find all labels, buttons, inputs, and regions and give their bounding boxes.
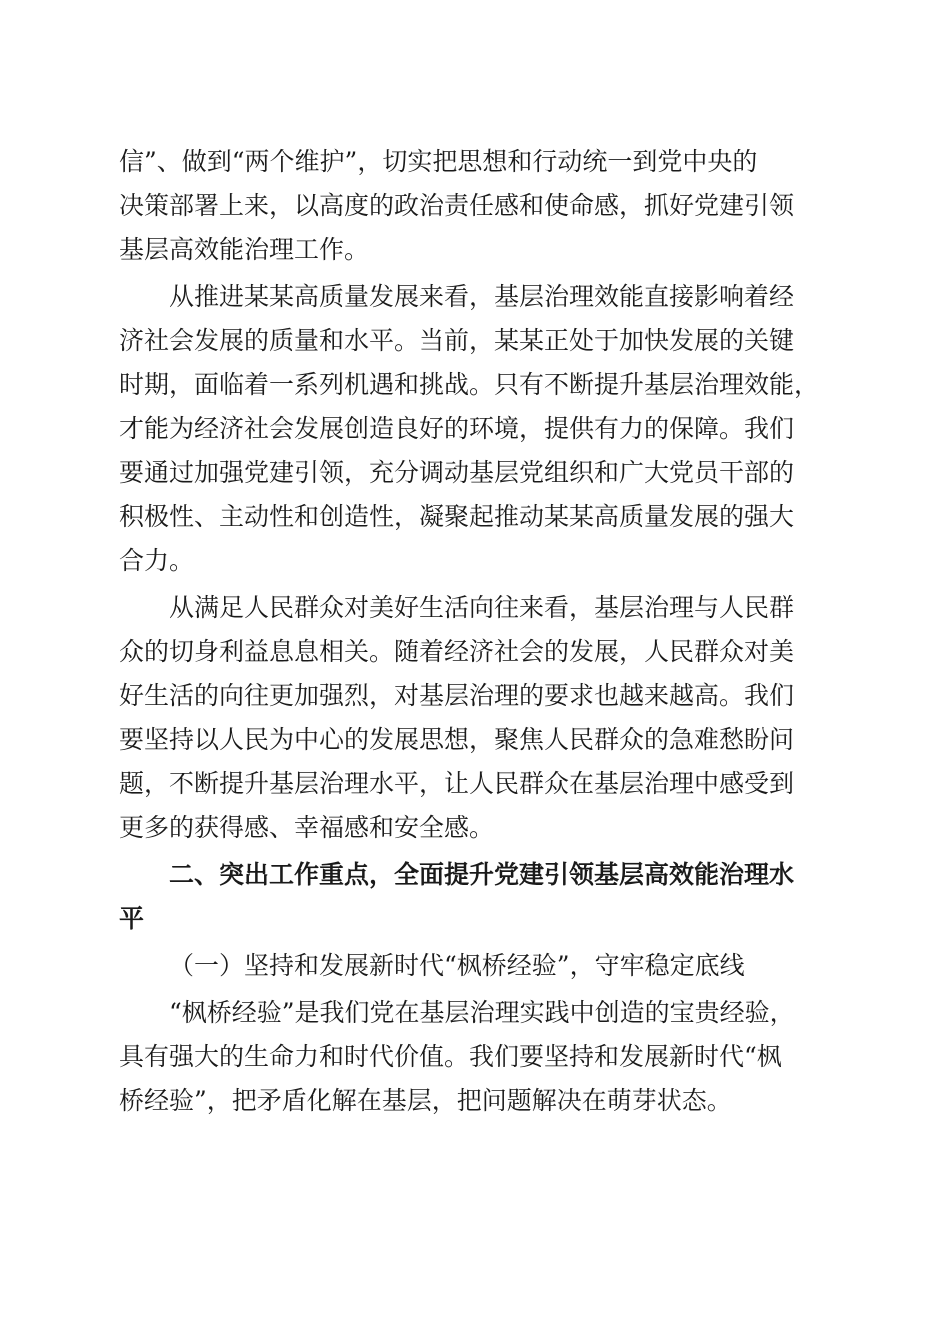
- body-text-line: 决策部署上来，以高度的政治责任感和使命感，抓好党建引领: [119, 191, 795, 220]
- body-text-line: 济社会发展的质量和水平。当前，某某正处于加快发展的关键: [119, 326, 795, 355]
- section-heading: 二、突出工作重点，全面提升党建引领基层高效能治理水: [169, 860, 795, 889]
- body-text-line: 好生活的向往更加强烈，对基层治理的要求也越来越高。我们: [119, 681, 795, 710]
- body-text-line: 要坚持以人民为中心的发展思想，聚焦人民群众的急难愁盼问: [119, 725, 795, 754]
- subsection-heading: （一）坚持和发展新时代“枫桥经验”，守牢稳定底线: [169, 951, 745, 980]
- body-text-line: 时期，面临着一系列机遇和挑战。只有不断提升基层治理效能，: [119, 370, 820, 399]
- body-text-line: 具有强大的生命力和时代价值。我们要坚持和发展新时代“枫: [119, 1042, 782, 1071]
- paragraph-first-line: “枫桥经验”是我们党在基层治理实践中创造的宝贵经验，: [169, 998, 795, 1027]
- paragraph-first-line: 从推进某某高质量发展来看，基层治理效能直接影响着经: [169, 282, 795, 311]
- body-text-line: 积极性、主动性和创造性，凝聚起推动某某高质量发展的强大: [119, 502, 795, 531]
- body-text-line: 题，不断提升基层治理水平，让人民群众在基层治理中感受到: [119, 769, 795, 798]
- body-text-line: 才能为经济社会发展创造良好的环境，提供有力的保障。我们: [119, 414, 795, 443]
- body-text-line: 桥经验”，把矛盾化解在基层，把问题解决在萌芽状态。: [119, 1086, 732, 1115]
- body-text-line: 要通过加强党建引领，充分调动基层党组织和广大党员干部的: [119, 458, 795, 487]
- body-text-line: 基层高效能治理工作。: [119, 235, 370, 264]
- body-text-line: 更多的获得感、幸福感和安全感。: [119, 813, 495, 842]
- section-heading: 平: [119, 904, 145, 933]
- paragraph-first-line: 从满足人民群众对美好生活向往来看，基层治理与人民群: [169, 593, 795, 622]
- body-text-line: 合力。: [119, 546, 195, 575]
- body-text-line: 众的切身利益息息相关。随着经济社会的发展，人民群众对美: [119, 637, 795, 666]
- body-text-line: 信”、做到“两个维护”，切实把思想和行动统一到党中央的: [119, 147, 758, 176]
